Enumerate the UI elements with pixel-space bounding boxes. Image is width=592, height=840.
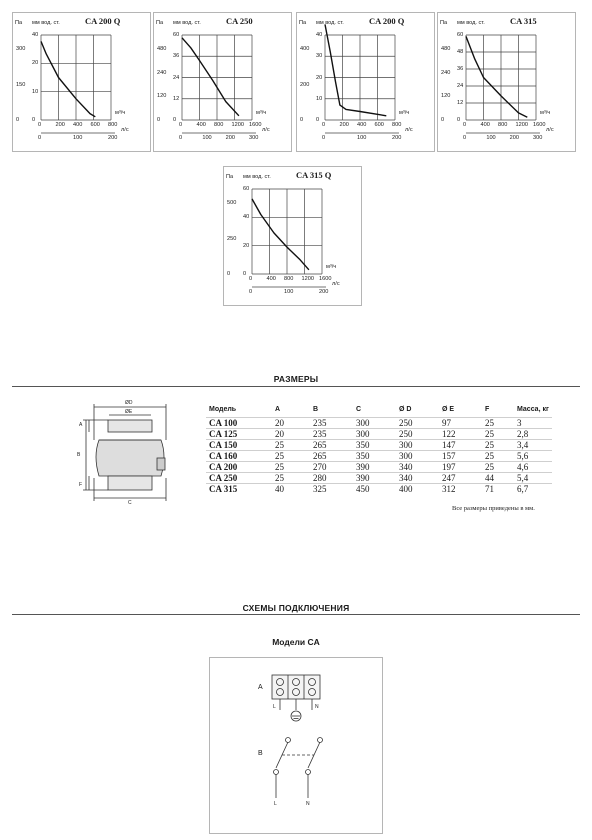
pa-tick-label: 150	[16, 81, 26, 88]
m3h-tick-label: 200	[339, 122, 349, 128]
mm-tick-label: 20	[243, 242, 250, 249]
ls-axis-label: л/с	[405, 127, 413, 133]
value-cell: 325	[310, 484, 353, 495]
m3h-tick-label: 200	[55, 122, 65, 128]
value-cell: 25	[272, 451, 310, 462]
ls-tick-label: 0	[322, 135, 326, 141]
table-row	[206, 462, 552, 473]
mm-axis-label: мм вод. ст.	[243, 174, 271, 180]
ls-tick-label: 200	[392, 135, 402, 141]
dimensions-note: Все размеры приведены в мм.	[452, 505, 535, 512]
ls-tick-label: 100	[202, 135, 212, 141]
model-cell: CA 160	[206, 451, 272, 462]
m3h-tick-label: 1600	[319, 276, 332, 282]
value-cell: 20	[272, 429, 310, 440]
pa-tick-label: 0	[16, 117, 20, 123]
m3h-axis-label: м³/ч	[115, 110, 126, 116]
model-cell: CA 100	[206, 418, 272, 429]
mm-tick-label: 60	[243, 186, 250, 192]
chart-title: CA 315	[510, 16, 537, 26]
ls-tick-label: 200	[108, 135, 118, 141]
m3h-tick-label: 1600	[249, 122, 262, 128]
m3h-tick-label: 600	[90, 122, 100, 128]
ls-tick-label: 200	[319, 289, 329, 295]
m3h-tick-label: 800	[214, 122, 224, 128]
model-cell: CA 125	[206, 429, 272, 440]
m3h-tick-label: 0	[322, 122, 326, 128]
m3h-tick-label: 1200	[231, 122, 244, 128]
mm-tick-label: 40	[243, 214, 250, 221]
label-f: F	[79, 482, 83, 488]
m3h-tick-label: 0	[249, 276, 253, 282]
mm-tick-label: 60	[457, 32, 464, 38]
ls-tick-label: 0	[38, 135, 42, 141]
model-cell: CA 250	[206, 473, 272, 484]
m3h-axis-label: м³/ч	[326, 264, 337, 270]
col-f: F	[485, 405, 490, 413]
ls-tick-label: 100	[357, 135, 367, 141]
value-cell: 390	[353, 473, 396, 484]
m3h-tick-label: 1200	[301, 276, 314, 282]
wiring-subtitle: Модели CA	[272, 637, 320, 647]
value-cell: 25	[482, 418, 514, 429]
mm-tick-label: 10	[316, 95, 323, 102]
col-model: Модель	[209, 405, 237, 413]
mm-tick-label: 12	[173, 95, 180, 102]
table-row	[206, 484, 552, 495]
pa-axis-label: Па	[299, 20, 307, 26]
m3h-tick-label: 0	[463, 122, 467, 128]
value-cell: 265	[310, 440, 353, 451]
table-row	[206, 418, 552, 429]
value-cell: 40	[272, 484, 310, 495]
m3h-tick-label: 1600	[533, 122, 546, 128]
mm-tick-label: 10	[32, 88, 39, 95]
label-supply-n: N	[306, 801, 310, 807]
pa-tick-label: 0	[300, 117, 304, 123]
label-term-l: L	[273, 704, 276, 710]
ls-axis-label: л/с	[121, 127, 129, 133]
mm-tick-label: 0	[32, 117, 36, 123]
col-b: B	[313, 405, 319, 413]
dimensions-header-row	[206, 403, 552, 418]
mm-axis-label: мм вод. ст.	[32, 20, 60, 26]
mm-tick-label: 40	[316, 32, 323, 38]
label-diagram-a: A	[258, 684, 263, 691]
label-b: B	[77, 452, 81, 458]
value-cell: 300	[353, 418, 396, 429]
performance-curve	[252, 199, 309, 270]
pa-tick-label: 0	[157, 117, 161, 123]
ls-tick-label: 100	[284, 289, 294, 295]
value-cell: 2,8	[514, 429, 552, 440]
m3h-tick-label: 400	[196, 122, 206, 128]
col-oe: Ø E	[442, 405, 455, 413]
value-cell: 3,4	[514, 440, 552, 451]
pa-tick-label: 300	[16, 46, 26, 52]
value-cell: 270	[310, 462, 353, 473]
value-cell: 250	[396, 418, 439, 429]
value-cell: 157	[439, 451, 482, 462]
ls-axis-label: л/с	[262, 127, 270, 133]
value-cell: 5,6	[514, 451, 552, 462]
col-od: Ø D	[399, 405, 412, 413]
ls-tick-label: 0	[463, 135, 467, 141]
m3h-tick-label: 0	[38, 122, 42, 128]
label-oe: ØE	[125, 409, 133, 415]
value-cell: 25	[272, 462, 310, 473]
performance-chart	[437, 12, 576, 152]
chart-title: CA 200 Q	[369, 16, 405, 26]
ls-tick-label: 200	[225, 135, 235, 141]
m3h-tick-label: 800	[284, 276, 294, 282]
mm-tick-label: 36	[457, 66, 464, 72]
dimensions-table	[206, 403, 552, 494]
mm-axis-label: мм вод. ст.	[316, 20, 344, 26]
m3h-tick-label: 600	[374, 122, 384, 128]
mm-tick-label: 12	[457, 100, 464, 106]
table-row	[206, 440, 552, 451]
value-cell: 197	[439, 462, 482, 473]
value-cell: 312	[439, 484, 482, 495]
wiring-diagram	[209, 657, 383, 834]
value-cell: 400	[396, 484, 439, 495]
value-cell: 340	[396, 473, 439, 484]
pa-axis-label: Па	[440, 20, 448, 26]
pa-tick-label: 480	[441, 46, 451, 52]
value-cell: 300	[353, 429, 396, 440]
performance-chart	[223, 166, 362, 306]
value-cell: 25	[482, 429, 514, 440]
ls-tick-label: 300	[249, 135, 259, 141]
label-term-n: N	[315, 704, 319, 710]
m3h-tick-label: 800	[498, 122, 508, 128]
pa-tick-label: 400	[300, 46, 310, 52]
mm-tick-label: 0	[457, 117, 461, 123]
col-mass: Масса, кг	[517, 405, 549, 413]
performance-curve	[466, 36, 527, 117]
value-cell: 340	[396, 462, 439, 473]
col-c: C	[356, 405, 362, 413]
value-cell: 247	[439, 473, 482, 484]
chart-title: CA 200 Q	[85, 16, 121, 26]
label-od: ØD	[125, 400, 133, 406]
value-cell: 122	[439, 429, 482, 440]
m3h-axis-label: м³/ч	[540, 110, 551, 116]
value-cell: 280	[310, 473, 353, 484]
value-cell: 350	[353, 451, 396, 462]
value-cell: 300	[396, 451, 439, 462]
value-cell: 147	[439, 440, 482, 451]
m3h-tick-label: 400	[266, 276, 276, 282]
value-cell: 5,4	[514, 473, 552, 484]
mm-tick-label: 20	[316, 74, 323, 81]
value-cell: 350	[353, 440, 396, 451]
mm-tick-label: 40	[32, 32, 39, 38]
value-cell: 25	[272, 440, 310, 451]
m3h-tick-label: 400	[73, 122, 83, 128]
value-cell: 25	[482, 440, 514, 451]
pa-tick-label: 500	[227, 200, 237, 206]
label-a: A	[79, 422, 83, 428]
value-cell: 3	[514, 418, 552, 429]
model-cell: CA 200	[206, 462, 272, 473]
mm-tick-label: 0	[173, 117, 177, 123]
ls-tick-label: 0	[249, 289, 253, 295]
pa-tick-label: 240	[157, 69, 167, 76]
m3h-tick-label: 0	[179, 122, 183, 128]
col-a: A	[275, 405, 281, 413]
value-cell: 235	[310, 418, 353, 429]
model-cell: CA 315	[206, 484, 272, 495]
pa-tick-label: 480	[157, 46, 167, 52]
model-cell: CA 150	[206, 440, 272, 451]
m3h-tick-label: 1200	[515, 122, 528, 128]
pa-tick-label: 200	[300, 81, 310, 88]
pa-axis-label: Па	[226, 174, 234, 180]
ls-axis-label: л/с	[546, 127, 554, 133]
mm-tick-label: 24	[457, 83, 464, 89]
value-cell: 265	[310, 451, 353, 462]
m3h-tick-label: 400	[357, 122, 367, 128]
mm-tick-label: 0	[316, 117, 320, 123]
mm-axis-label: мм вод. ст.	[457, 20, 485, 26]
performance-chart	[12, 12, 151, 152]
ls-axis-label: л/с	[332, 281, 340, 287]
label-supply-l: L	[274, 801, 277, 807]
label-c: C	[128, 500, 132, 506]
mm-tick-label: 0	[243, 271, 247, 277]
label-diagram-b: B	[258, 750, 263, 757]
m3h-axis-label: м³/ч	[399, 110, 410, 116]
chart-title: CA 315 Q	[296, 170, 332, 180]
dimensions-title: РАЗМЕРЫ	[273, 374, 319, 384]
value-cell: 235	[310, 429, 353, 440]
pa-tick-label: 120	[157, 93, 167, 100]
mm-tick-label: 30	[316, 53, 323, 60]
mm-tick-label: 36	[173, 53, 180, 60]
wiring-title: СХЕМЫ ПОДКЛЮЧЕНИЯ	[242, 603, 350, 613]
table-row	[206, 429, 552, 440]
ls-tick-label: 300	[533, 135, 543, 141]
mm-tick-label: 60	[173, 32, 180, 38]
ls-tick-label: 200	[509, 135, 519, 141]
dimensions-divider	[12, 386, 580, 387]
performance-curve	[41, 41, 95, 116]
value-cell: 71	[482, 484, 514, 495]
ls-tick-label: 100	[486, 135, 496, 141]
pa-tick-label: 250	[227, 235, 237, 242]
pa-axis-label: Па	[156, 20, 164, 26]
value-cell: 25	[482, 462, 514, 473]
value-cell: 20	[272, 418, 310, 429]
value-cell: 390	[353, 462, 396, 473]
performance-curve	[325, 24, 386, 115]
value-cell: 450	[353, 484, 396, 495]
m3h-tick-label: 800	[392, 122, 402, 128]
ls-tick-label: 100	[73, 135, 83, 141]
table-row	[206, 473, 552, 484]
value-cell: 300	[396, 440, 439, 451]
pa-axis-label: Па	[15, 20, 23, 26]
value-cell: 97	[439, 418, 482, 429]
value-cell: 4,6	[514, 462, 552, 473]
pa-tick-label: 0	[227, 271, 231, 277]
pa-tick-label: 240	[441, 69, 451, 76]
mm-axis-label: мм вод. ст.	[173, 20, 201, 26]
chart-title: CA 250	[226, 16, 253, 26]
value-cell: 25	[482, 451, 514, 462]
performance-curve	[182, 38, 239, 116]
ls-tick-label: 0	[179, 135, 183, 141]
pa-tick-label: 120	[441, 93, 451, 100]
performance-chart	[153, 12, 292, 152]
value-cell: 44	[482, 473, 514, 484]
m3h-tick-label: 400	[480, 122, 490, 128]
value-cell: 250	[396, 429, 439, 440]
mm-tick-label: 20	[32, 60, 39, 67]
value-cell: 25	[272, 473, 310, 484]
mm-tick-label: 48	[457, 49, 464, 55]
wiring-divider	[12, 614, 580, 615]
mm-tick-label: 24	[173, 74, 180, 81]
fan-dimension-drawing	[75, 400, 185, 510]
m3h-tick-label: 800	[108, 122, 118, 128]
table-row	[206, 451, 552, 462]
m3h-axis-label: м³/ч	[256, 110, 267, 116]
performance-chart	[296, 12, 435, 152]
value-cell: 6,7	[514, 484, 552, 495]
pa-tick-label: 0	[441, 117, 445, 123]
